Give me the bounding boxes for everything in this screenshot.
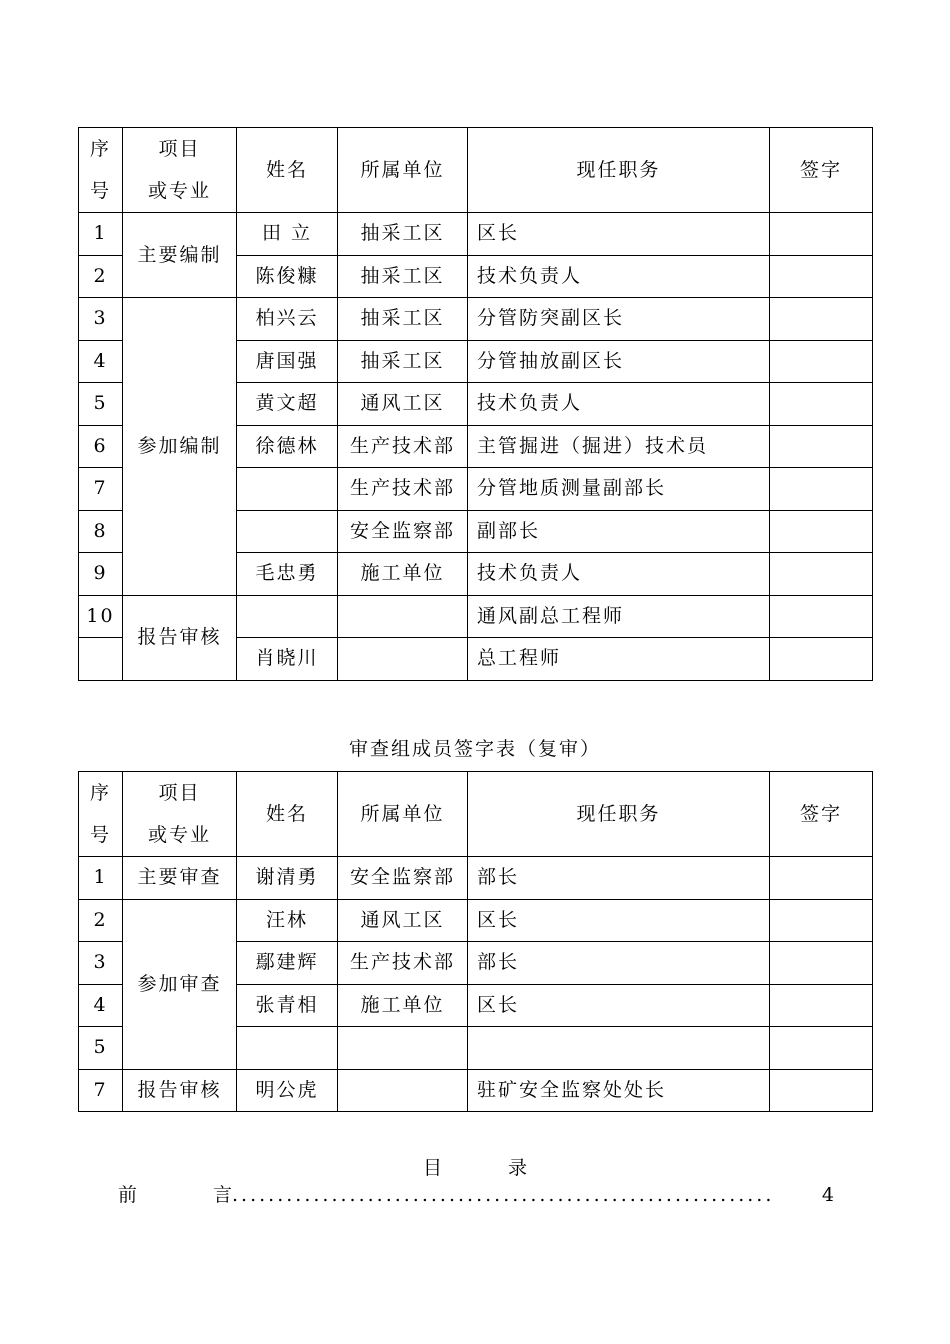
header-sign: 签字 [770,128,873,213]
unit-cell: 安全监察部 [338,857,468,900]
name-cell: 明公虎 [237,1069,338,1112]
seq-cell: 2 [79,899,123,942]
sign-cell[interactable] [770,857,873,900]
sign-cell[interactable] [770,213,873,256]
name-cell: 毛忠勇 [237,553,338,596]
name-cell: 谢清勇 [237,857,338,900]
table-row [79,595,873,638]
header-name: 姓名 [237,772,338,857]
unit-cell [338,1069,468,1112]
name-cell: 柏兴云 [237,298,338,341]
seq-cell: 4 [79,340,123,383]
seq-cell: 6 [79,425,123,468]
name-cell [237,595,338,638]
position-cell: 分管防突副区长 [468,298,770,341]
name-cell [237,468,338,511]
unit-cell: 通风工区 [338,899,468,942]
toc-page-number: 4 [821,1184,834,1206]
group-cell: 参加审查 [123,899,237,1069]
name-cell: 徐德林 [237,425,338,468]
header-item: 项目 或专业 [123,128,237,213]
sign-cell[interactable] [770,425,873,468]
header-sign: 签字 [770,772,873,857]
table-row [79,298,873,341]
name-cell: 黄文超 [237,383,338,426]
seq-cell: 7 [79,1069,123,1112]
group-cell: 主要编制 [123,213,237,298]
review-signature-table [78,771,873,1112]
unit-cell: 生产技术部 [338,942,468,985]
name-cell [237,510,338,553]
position-cell [468,1027,770,1070]
name-cell: 鄢建辉 [237,942,338,985]
unit-cell: 抽采工区 [338,213,468,256]
position-cell: 区长 [468,984,770,1027]
unit-cell [338,638,468,681]
seq-cell: 8 [79,510,123,553]
position-cell: 通风副总工程师 [468,595,770,638]
sign-cell[interactable] [770,255,873,298]
name-cell [237,1027,338,1070]
seq-cell: 7 [79,468,123,511]
sign-cell[interactable] [770,468,873,511]
position-cell: 技术负责人 [468,383,770,426]
header-unit: 所属单位 [338,128,468,213]
unit-cell: 抽采工区 [338,255,468,298]
position-cell: 分管地质测量副部长 [468,468,770,511]
unit-cell: 施工单位 [338,553,468,596]
position-cell: 技术负责人 [468,255,770,298]
unit-cell: 生产技术部 [338,425,468,468]
position-cell: 部长 [468,857,770,900]
position-cell: 副部长 [468,510,770,553]
sign-cell[interactable] [770,595,873,638]
position-cell: 区长 [468,213,770,256]
group-cell: 主要审查 [123,857,237,900]
name-cell: 田 立 [237,213,338,256]
seq-cell: 1 [79,857,123,900]
seq-cell: 10 [79,595,123,638]
header-seq: 序 号 [79,772,123,857]
sign-cell[interactable] [770,383,873,426]
unit-cell [338,595,468,638]
name-cell: 张青相 [237,984,338,1027]
position-cell: 部长 [468,942,770,985]
sign-cell[interactable] [770,942,873,985]
seq-cell: 1 [79,213,123,256]
group-cell: 报告审核 [123,1069,237,1112]
unit-cell: 安全监察部 [338,510,468,553]
sign-cell[interactable] [770,298,873,341]
header-item: 项目 或专业 [123,772,237,857]
header-position: 现任职务 [468,772,770,857]
toc-leader-dots: ............................................................ [232,1184,775,1206]
unit-cell: 通风工区 [338,383,468,426]
header-unit: 所属单位 [338,772,468,857]
unit-cell [338,1027,468,1070]
seq-cell: 4 [79,984,123,1027]
name-cell: 陈俊糠 [237,255,338,298]
seq-cell [79,638,123,681]
sign-cell[interactable] [770,340,873,383]
group-cell: 报告审核 [123,595,237,680]
sign-cell[interactable] [770,984,873,1027]
toc-entry-label-a: 前 [118,1184,138,1206]
position-cell: 驻矿安全监察处处长 [468,1069,770,1112]
unit-cell: 抽采工区 [338,298,468,341]
table-row [79,857,873,900]
position-cell: 分管抽放副区长 [468,340,770,383]
position-cell: 总工程师 [468,638,770,681]
table-row [79,899,873,942]
table-header-row [79,772,873,857]
unit-cell: 施工单位 [338,984,468,1027]
sign-cell[interactable] [770,553,873,596]
seq-cell: 3 [79,942,123,985]
toc-entry-label-b: 言 [213,1184,233,1206]
staff-signature-table [78,127,873,681]
table-row [79,213,873,256]
header-name: 姓名 [237,128,338,213]
seq-cell: 5 [79,1027,123,1070]
seq-cell: 2 [79,255,123,298]
position-cell: 主管掘进（掘进）技术员 [468,425,770,468]
sign-cell[interactable] [770,1027,873,1070]
position-cell: 技术负责人 [468,553,770,596]
sign-cell[interactable] [770,899,873,942]
unit-cell: 生产技术部 [338,468,468,511]
name-cell: 唐国强 [237,340,338,383]
sign-cell[interactable] [770,638,873,681]
header-position: 现任职务 [468,128,770,213]
name-cell: 肖晓川 [237,638,338,681]
toc-entry-preface[interactable] [118,1180,834,1207]
sign-cell[interactable] [770,510,873,553]
group-cell: 参加编制 [123,298,237,596]
header-seq: 序 号 [79,128,123,213]
unit-cell: 抽采工区 [338,340,468,383]
seq-cell: 9 [79,553,123,596]
position-cell: 区长 [468,899,770,942]
table-header-row [79,128,873,213]
sign-cell[interactable] [770,1069,873,1112]
table2-caption: 审查组成员签字表（复审） [348,738,601,760]
toc-title: 目 录 [422,1157,528,1179]
table-row [79,1069,873,1112]
seq-cell: 5 [79,383,123,426]
name-cell: 汪林 [237,899,338,942]
seq-cell: 3 [79,298,123,341]
